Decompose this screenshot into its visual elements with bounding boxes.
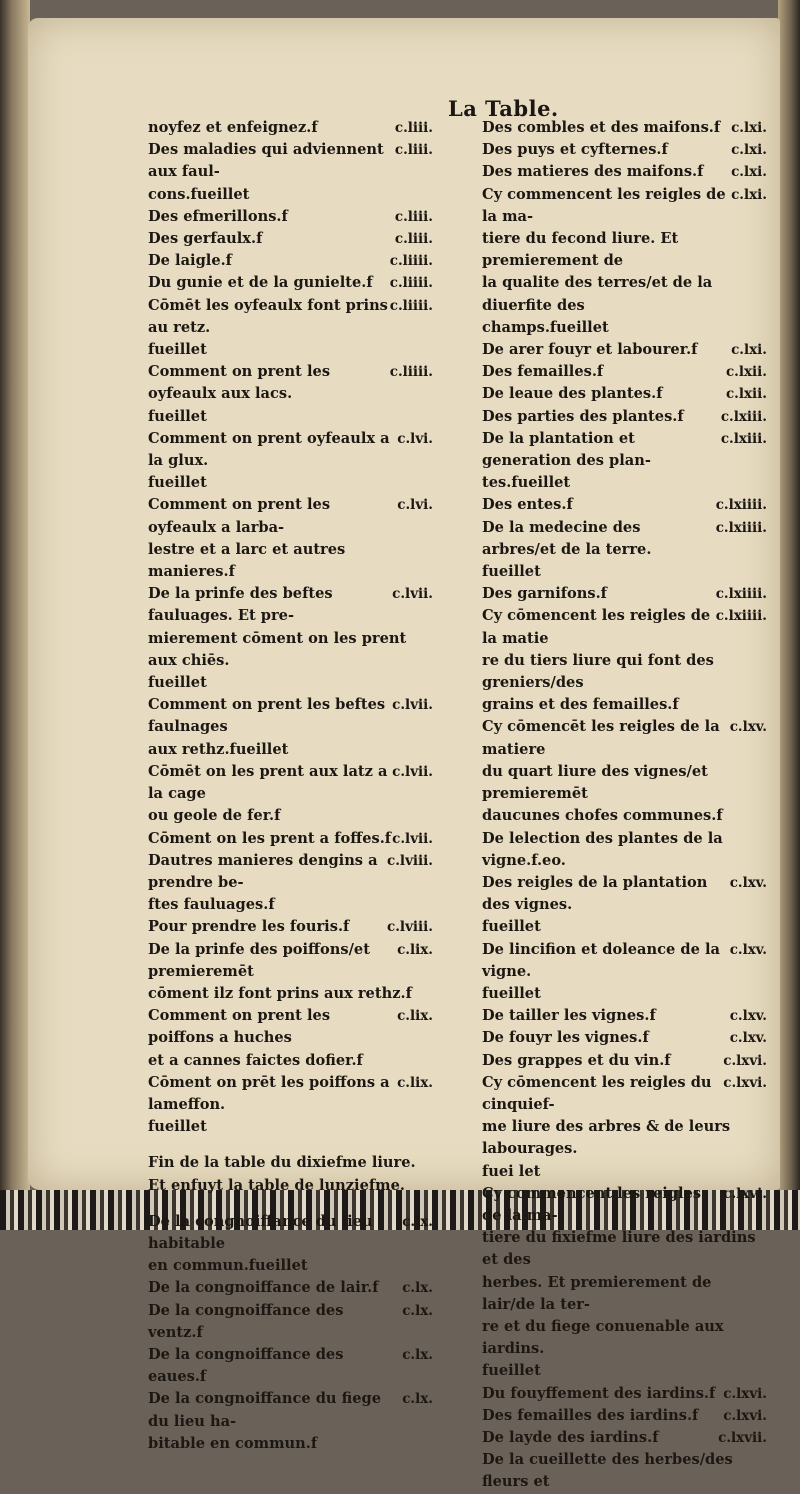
entry-text: De la cueillette des herbes/des fleurs et xyxy=(482,1451,733,1491)
table-entry xyxy=(148,1344,433,1388)
table-entry xyxy=(482,1005,767,1027)
entry-text: noyfez et enfeignez.f xyxy=(148,119,318,136)
entry-text: De laigle.f xyxy=(148,252,232,270)
table-entry xyxy=(148,916,433,938)
entry-text: Comment on prent les oyfeaulx a larba- lestre et a larc et autres manieres.f xyxy=(148,496,346,581)
scan-left-edge xyxy=(0,0,30,1230)
table-entry xyxy=(148,228,433,250)
folio-reference: c.lvii. xyxy=(392,697,433,714)
table-entry xyxy=(148,1388,433,1455)
left-column xyxy=(148,117,433,1455)
entry-text: De la congnoiffance des eaues.f xyxy=(148,1345,344,1386)
table-entry xyxy=(148,494,433,583)
table-entry xyxy=(482,361,767,383)
table-entry xyxy=(482,517,767,584)
folio-reference: c.liii. xyxy=(394,208,433,225)
entry-text: Dautres manieres dengins a prendre be- ftes fauluages.f xyxy=(148,851,378,914)
folio-reference: c.lxvi. xyxy=(723,1052,767,1069)
table-entry xyxy=(148,1005,433,1072)
table-entry xyxy=(482,828,767,872)
folio-reference: c.lxv. xyxy=(729,874,767,891)
folio-reference: c.lxv. xyxy=(729,941,767,958)
entry-text: Cy cōmencent les reigles du cinquief- me liure des arbres & de leurs labourages. fuei let xyxy=(482,1073,731,1180)
entry-text: De layde des iardins.f xyxy=(482,1428,659,1446)
entry-text: Des reigles de la plantation des vignes. fueillet xyxy=(482,873,708,936)
table-entry xyxy=(148,1300,433,1344)
entry-text: Pour prendre les fouris.f xyxy=(148,918,350,936)
entry-text: Cy commencent les reigles de la ma- tiere du fixiefme liure des iardins et des herbes. Et premierement de lair/de la ter- re et du fiege conuenable aux iardins. fueillet xyxy=(482,1184,756,1380)
section-gap xyxy=(148,1197,433,1211)
entry-text: Cy cōmencent les reigles de la matie re du tiers liure qui font des greniers/des grains et des femailles.f xyxy=(482,607,714,714)
folio-reference: c.lix. xyxy=(397,1008,433,1025)
folio-reference: c.lxi. xyxy=(731,142,767,159)
table-entry xyxy=(482,1027,767,1049)
folio-reference: c.lx. xyxy=(402,1302,433,1319)
table-entry xyxy=(482,1183,767,1383)
entry-text: Cōmēt les oyfeaulx font prins au retz. fueillet xyxy=(148,296,388,359)
folio-reference: c.lxi. xyxy=(731,120,767,136)
folio-reference: c.lxiiii. xyxy=(715,586,767,603)
entry-text: De lincifion et doleance de la vigne. fueillet xyxy=(482,940,720,1002)
entry-text: Fin de la table du dixiefme liure. Et enfuyt la table de lunziefme. xyxy=(148,1154,416,1194)
folio-reference: c.lxv. xyxy=(729,719,767,736)
table-entry xyxy=(148,117,433,139)
table-entry xyxy=(482,872,767,939)
entry-text: De lelection des plantes de la vigne.f.eo. xyxy=(482,829,723,869)
section-gap xyxy=(148,1138,433,1152)
folio-reference: c.lxvi. xyxy=(723,1074,767,1091)
table-entry xyxy=(482,161,767,183)
folio-reference: c.liiii. xyxy=(389,253,433,270)
folio-reference: c.liiii. xyxy=(389,364,433,381)
table-entry xyxy=(482,184,767,339)
folio-reference: c.lxvi. xyxy=(723,1385,767,1402)
folio-reference: c.lvii. xyxy=(392,586,433,603)
folio-reference: c.lx. xyxy=(402,1280,433,1297)
running-head: La Table. xyxy=(448,96,559,121)
table-entry xyxy=(148,206,433,228)
folio-reference: c.lxvi. xyxy=(723,1185,767,1202)
table-entry xyxy=(482,583,767,605)
table-entry xyxy=(482,139,767,161)
table-entry xyxy=(148,850,433,917)
table-entry xyxy=(148,1211,433,1278)
entry-text: Comment on prent les beftes faulnages aux rethz.fueillet xyxy=(148,696,386,758)
folio-reference: c.liii. xyxy=(394,142,433,159)
folio-reference: c.lxiii. xyxy=(720,430,767,447)
table-entry xyxy=(482,716,767,827)
folio-reference: c.lix. xyxy=(397,1074,433,1091)
entry-text: Du gunie et de la gunielte.f xyxy=(148,274,373,292)
entry-text: De la plantation et generation des plan- tes.fueillet xyxy=(482,429,651,492)
folio-reference: c.lx. xyxy=(402,1391,433,1408)
entry-text: Des combles et des maifons.f xyxy=(482,119,721,136)
table-entry xyxy=(482,428,767,495)
table-entry xyxy=(148,272,433,294)
table-entry xyxy=(148,361,433,428)
entry-text: Cy commencent les reigles de la ma- tiere du fecond liure. Et premierement de la qualite des terres/et de la diuerfite des champs.fueillet xyxy=(482,185,726,336)
entry-text: Des parties des plantes.f xyxy=(482,407,684,425)
folio-reference: c.lix. xyxy=(397,941,433,958)
scan-right-edge xyxy=(778,0,800,1230)
folio-reference: c.lvi. xyxy=(397,430,433,447)
folio-reference: c.lxiii. xyxy=(720,408,767,425)
entry-text: Des puys et cyfternes.f xyxy=(482,141,668,159)
folio-reference: c.lviii. xyxy=(387,852,433,869)
entry-text: Des maladies qui adviennent aux faul- cons.fueillet xyxy=(148,141,384,203)
table-entry xyxy=(148,939,433,1006)
table-entry xyxy=(482,1449,767,1493)
table-entry xyxy=(482,1072,767,1183)
entry-text: Du fouyffement des iardins.f xyxy=(482,1384,716,1402)
table-entry xyxy=(482,1427,767,1449)
entry-text: De la congnoiffance du fiege du lieu ha- bitable en commun.f xyxy=(148,1390,382,1452)
entry-text: Des matieres des maifons.f xyxy=(482,163,704,181)
entry-text: Comment on prent les oyfeaulx aux lacs. fueillet xyxy=(148,363,331,425)
folio-reference: c.lxi. xyxy=(731,186,767,203)
folio-reference: c.lxvii. xyxy=(718,1429,767,1446)
folio-reference: c.liii. xyxy=(394,120,433,136)
entry-text: De la medecine des arbres/et de la terre. fueillet xyxy=(482,518,652,581)
entry-text: De la prinfe des poiffons/et premieremēt cōment ilz font prins aux rethz.f xyxy=(148,940,412,1002)
entry-text: Des garnifons.f xyxy=(482,585,607,603)
entry-text: De arer fouyr et labourer.f xyxy=(482,341,698,359)
entry-text: Des femailles des iardins.f xyxy=(482,1406,699,1424)
table-entry xyxy=(148,295,433,362)
folio-reference: c.liii. xyxy=(394,231,433,248)
entry-text: Cōment on prēt les poiffons a lameffon. fueillet xyxy=(148,1073,390,1136)
entry-text: Des gerfaulx.f xyxy=(148,230,263,248)
entry-text: Cōment on les prent a foffes.f xyxy=(148,829,392,847)
folio-reference: c.lxiiii. xyxy=(715,608,767,625)
entry-text: Cy cōmencēt les reigles de la matiere du quart liure des vignes/et premieremēt daucunes chofes communes.f xyxy=(482,718,723,825)
folio-reference: c.lvii. xyxy=(392,830,433,847)
entry-text: Comment on prent les poiffons a huches et a cannes faictes dofier.f xyxy=(148,1007,363,1069)
entry-text: Cōmēt on les prent aux latz a la cage ou geole de fer.f xyxy=(148,762,388,825)
folio-reference: c.lxi. xyxy=(731,342,767,359)
folio-reference: c.lxv. xyxy=(729,1008,767,1025)
table-entry xyxy=(482,1050,767,1072)
table-entry xyxy=(148,1072,433,1139)
right-column xyxy=(482,117,767,1494)
folio-reference: c.lxii. xyxy=(725,386,767,403)
entry-text: De la prinfe des beftes fauluages. Et pre- mierement cōment on les prent aux chiēs. fueillet xyxy=(148,585,407,692)
entry-text: De tailler les vignes.f xyxy=(482,1007,656,1025)
folio-reference: c.liiii. xyxy=(389,297,433,314)
table-entry xyxy=(148,761,433,828)
table-entry xyxy=(482,494,767,516)
table-entry xyxy=(148,828,433,850)
folio-reference: c.lxvi. xyxy=(723,1407,767,1424)
entry-text: De fouyr les vignes.f xyxy=(482,1029,649,1047)
table-entry xyxy=(148,583,433,694)
folio-reference: c.lx. xyxy=(402,1213,433,1230)
folio-reference: c.lxiiii. xyxy=(715,519,767,536)
table-entry xyxy=(482,939,767,1006)
folio-reference: c.lxiiii. xyxy=(715,497,767,514)
entry-text: De leaue des plantes.f xyxy=(482,385,663,403)
folio-reference: c.lvi. xyxy=(397,497,433,514)
table-entry xyxy=(482,1383,767,1405)
entry-text: Des femailles.f xyxy=(482,363,604,381)
entry-text: Des grappes et du vin.f xyxy=(482,1051,671,1069)
entry-text: Comment on prent oyfeaulx a la glux. fueillet xyxy=(148,429,390,492)
folio-reference: c.lxii. xyxy=(725,364,767,381)
table-entry xyxy=(148,139,433,206)
table-entry xyxy=(482,383,767,405)
table-entry xyxy=(482,117,767,139)
table-entry xyxy=(482,1405,767,1427)
folio-reference: c.liiii. xyxy=(389,275,433,292)
entry-text: De la congnoiffance du lieu habitable en commun.fueillet xyxy=(148,1212,373,1275)
table-entry xyxy=(148,694,433,761)
table-entry xyxy=(148,250,433,272)
folio-reference: c.lvii. xyxy=(392,763,433,780)
entry-text: Des entes.f xyxy=(482,496,573,514)
entry-text: De la congnoiffance de lair.f xyxy=(148,1279,379,1297)
table-entry xyxy=(482,605,767,716)
table-entry xyxy=(482,339,767,361)
folio-reference: c.lxv. xyxy=(729,1030,767,1047)
folio-reference: c.lviii. xyxy=(387,919,433,936)
table-entry xyxy=(148,1277,433,1299)
folio-reference: c.lxi. xyxy=(731,164,767,181)
table-entry xyxy=(148,428,433,495)
table-entry xyxy=(482,406,767,428)
table-entry xyxy=(148,1152,433,1196)
folio-reference: c.lx. xyxy=(402,1346,433,1363)
entry-text: De la congnoiffance des ventz.f xyxy=(148,1301,344,1341)
entry-text: Des efmerillons.f xyxy=(148,207,288,225)
